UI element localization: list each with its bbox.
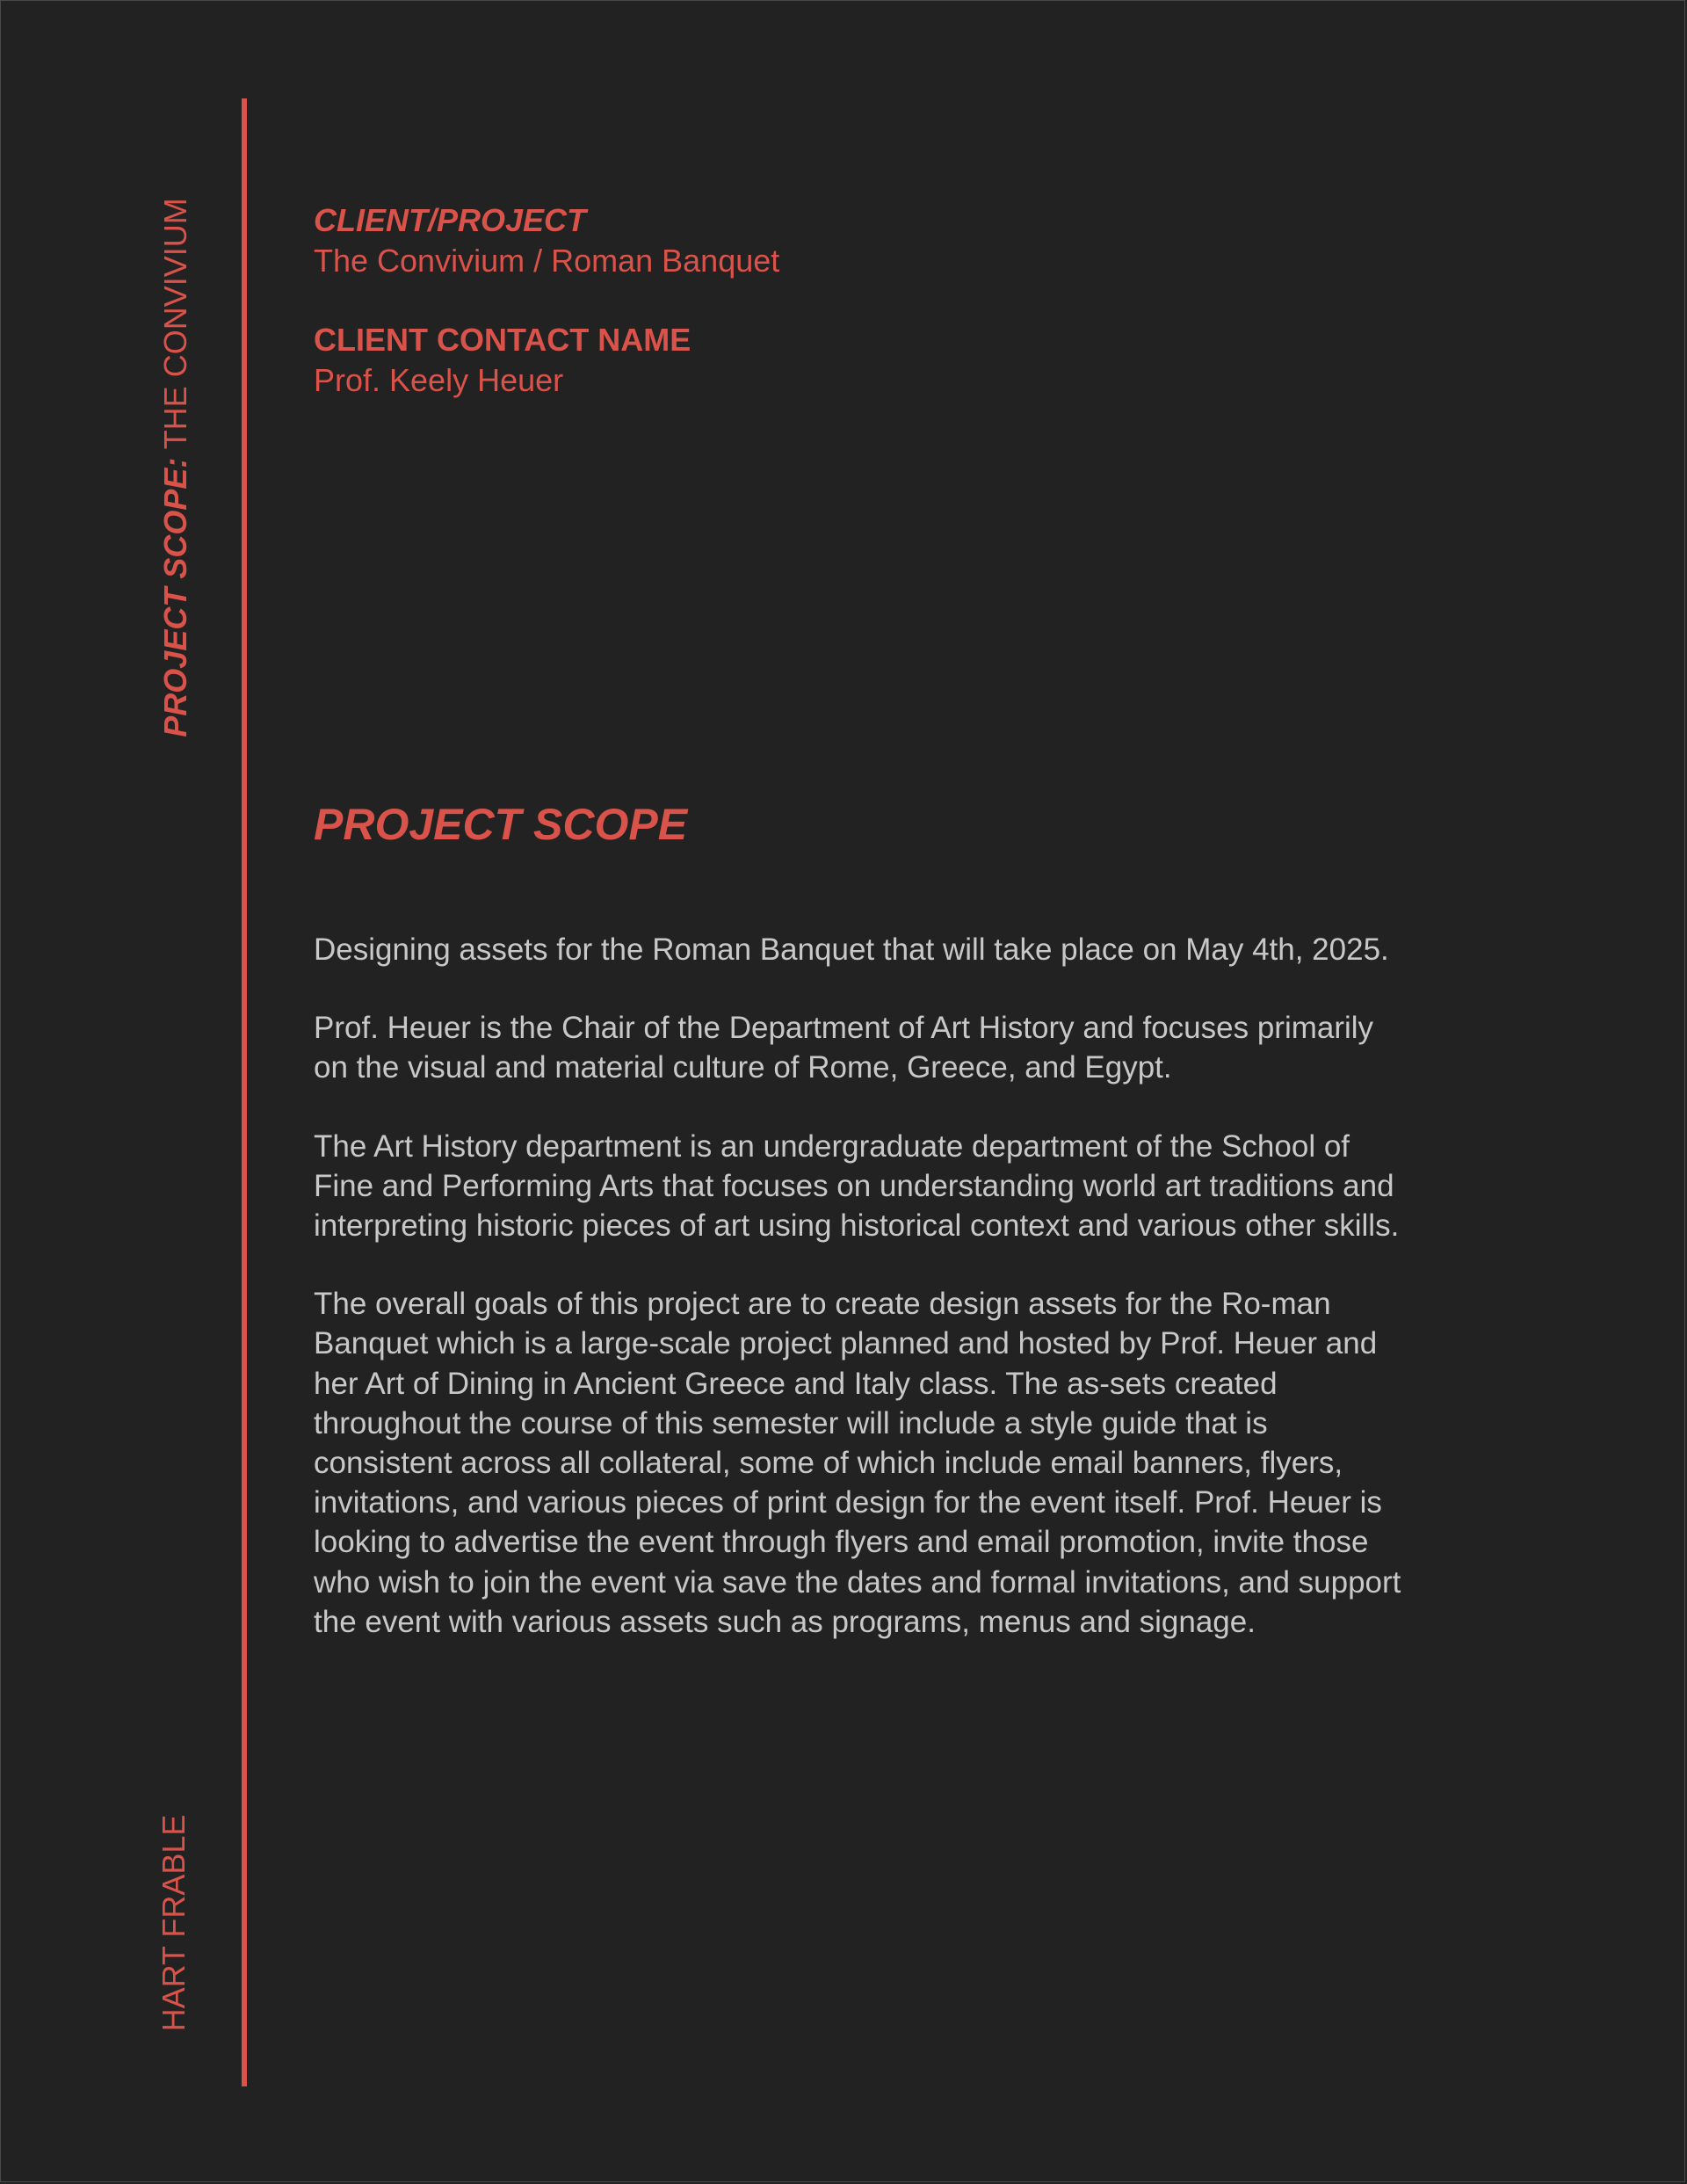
scope-paragraph: The overall goals of this project are to create design assets for the Ro-man Banquet which is a large-scale project planned and hosted by Prof. Heuer and her Art of Dining in Ancient Greece and Italy class. The as-sets created throughout the course of this semester will include a style guide that is consistent across all collateral, some of which include email banners, flyers, invitations, and various pieces of print design for the event itself. Prof. Heuer is looking to advertise the event through flyers and email promotion, invite those who wish to join the event via save the dates and formal invitations, and support the event with various assets such as programs, menus and signage. [314,1287,1401,1639]
project-scope-heading: PROJECT SCOPE [314,800,688,849]
scope-paragraph: The Art History department is an undergraduate department of the School of Fine and Performing Arts that focuses on understanding world art traditions and interpreting historic pieces of art using historical context and various other skills. [314,1128,1400,1244]
sidebar-document-title [157,198,193,737]
sidebar-title-emphasis: PROJECT SCOPE: [157,457,193,737]
project-scope-body [314,930,1403,1680]
scope-paragraph: Designing assets for the Roman Banquet that will take place on May 4th, 2025. [314,932,1389,967]
scope-paragraph: Prof. Heuer is the Chair of the Department of Art History and focuses primarily on the visual and material culture of Rome, Greece, and Egypt. [314,1011,1374,1085]
client-contact-label: CLIENT CONTACT NAME [314,322,691,358]
client-contact-block [314,320,691,401]
sidebar-author-name: HART FRABLE [156,1814,192,2032]
client-project-label: CLIENT/PROJECT [314,202,587,238]
sidebar-title-rest: THE CONVIVIUM [157,198,193,458]
client-contact-value: Prof. Keely Heuer [314,362,564,398]
client-project-value: The Convivium / Roman Banquet [314,243,780,279]
client-project-block [314,200,779,281]
vertical-accent-rule [242,98,247,2086]
